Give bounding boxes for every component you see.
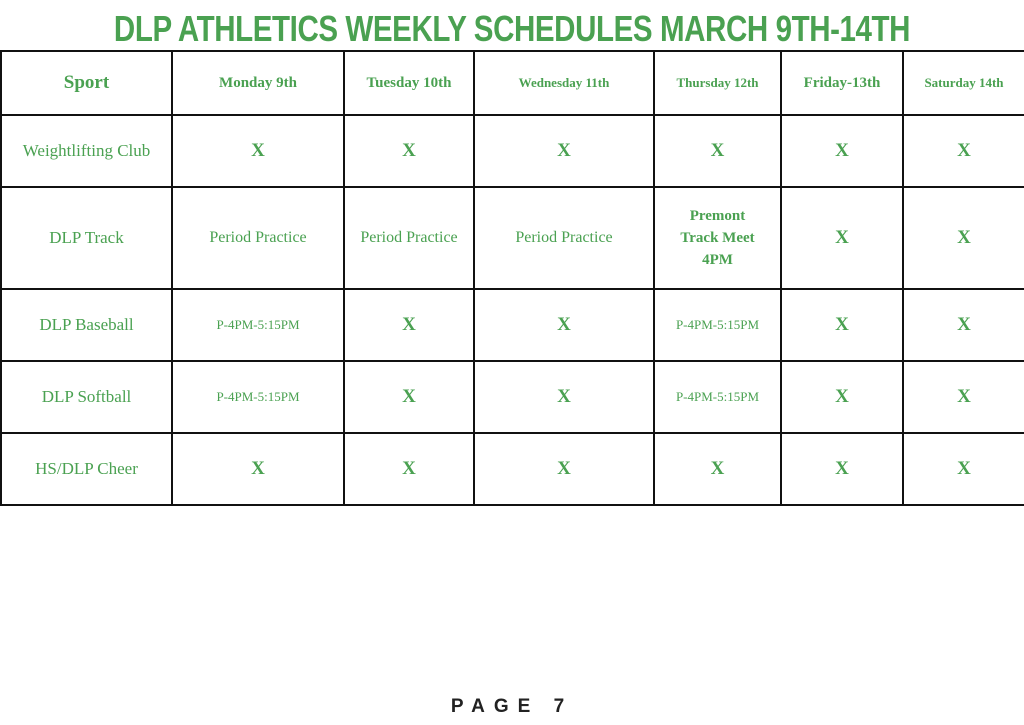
schedule-cell: P-4PM-5:15PM [172,361,344,433]
schedule-cell: P-4PM-5:15PM [654,289,781,361]
header-sport: Sport [1,51,172,115]
schedule-cell: X [344,433,474,505]
header-saturday: Saturday 14th [903,51,1024,115]
page-title: DLP ATHLETICS WEEKLY SCHEDULES MARCH 9TH-14TH [113,8,911,49]
header-tuesday: Tuesday 10th [344,51,474,115]
schedule-cell: X [344,361,474,433]
schedule-cell: X [474,433,654,505]
header-monday: Monday 9th [172,51,344,115]
schedule-cell: Period Practice [344,187,474,289]
header-thursday: Thursday 12th [654,51,781,115]
table-row [1,115,1024,187]
header-wednesday: Wednesday 11th [474,51,654,115]
table-header-row [1,51,1024,115]
header-friday: Friday-13th [781,51,903,115]
schedule-cell: X [654,115,781,187]
schedule-cell: P-4PM-5:15PM [654,361,781,433]
schedule-cell: X [781,187,903,289]
sport-name: DLP Softball [1,361,172,433]
schedule-cell: X [172,433,344,505]
schedule-cell: X [903,289,1024,361]
schedule-cell: X [781,115,903,187]
sport-name: DLP Track [1,187,172,289]
table-row [1,187,1024,289]
schedule-cell: Period Practice [474,187,654,289]
schedule-cell: X [344,289,474,361]
schedule-cell: X [903,433,1024,505]
table-row [1,289,1024,361]
table-row [1,433,1024,505]
schedule-cell-track-meet: Premont Track Meet 4PM [654,187,781,289]
schedule-cell: X [172,115,344,187]
schedule-cell: P-4PM-5:15PM [172,289,344,361]
sport-name: Weightlifting Club [1,115,172,187]
schedule-cell: X [903,115,1024,187]
schedule-cell: X [903,187,1024,289]
sport-name: HS/DLP Cheer [1,433,172,505]
schedule-cell: X [903,361,1024,433]
schedule-cell: Period Practice [172,187,344,289]
schedule-cell: X [781,361,903,433]
schedule-cell: X [344,115,474,187]
schedule-cell: X [474,289,654,361]
schedule-cell: X [654,433,781,505]
page-number: PAGE 7 [450,696,574,717]
schedule-table [0,50,1024,506]
schedule-cell: X [781,433,903,505]
schedule-cell: X [474,115,654,187]
table-row [1,361,1024,433]
schedule-cell: X [474,361,654,433]
schedule-cell: X [781,289,903,361]
sport-name: DLP Baseball [1,289,172,361]
